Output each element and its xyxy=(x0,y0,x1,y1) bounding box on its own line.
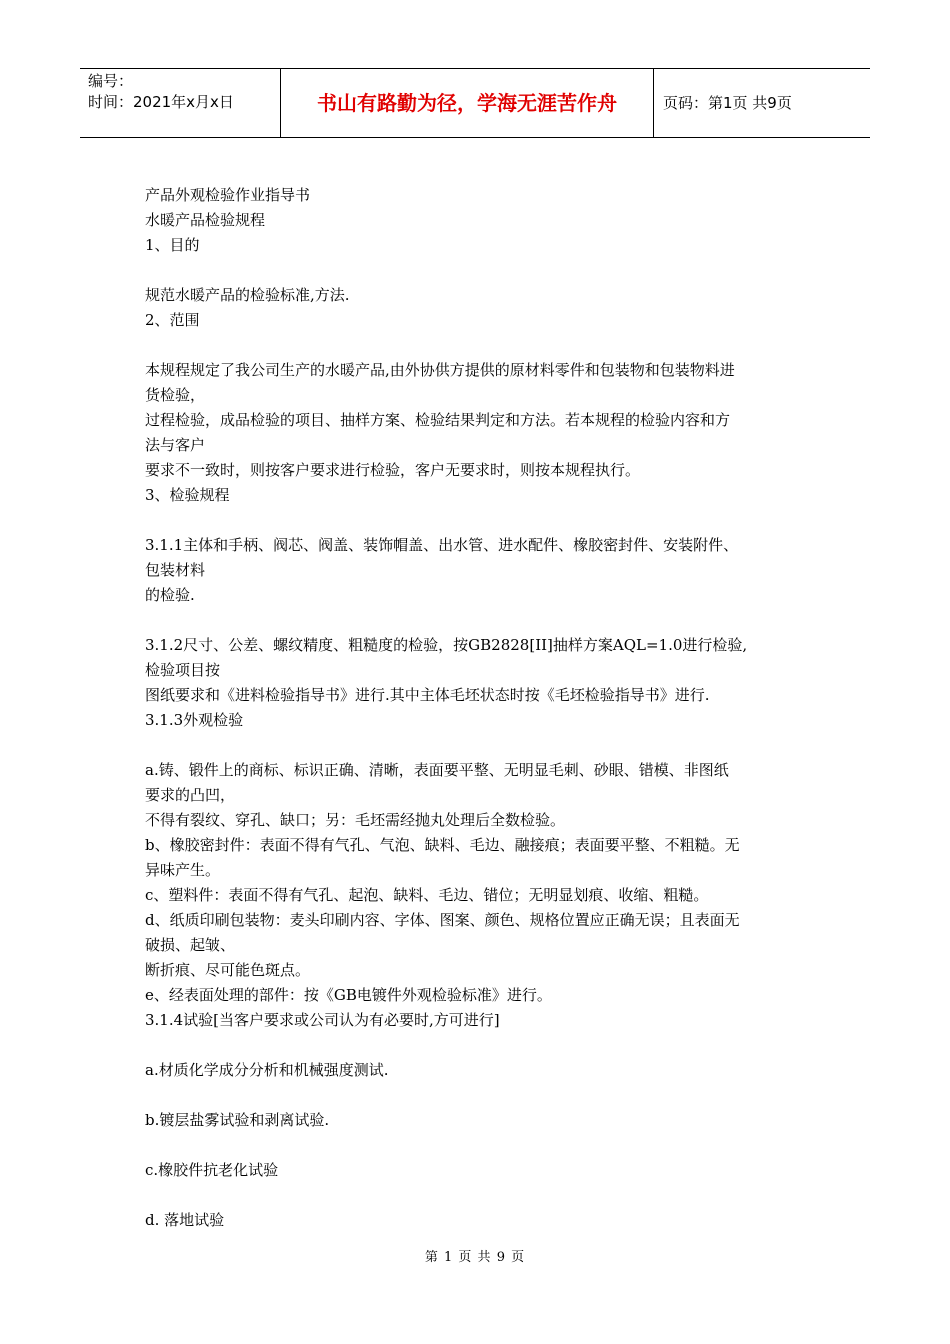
list-item: d、纸质印刷包装物：麦头印刷内容、字体、图案、颜色、规格位置应正确无误；且表面无 xyxy=(145,911,740,929)
document-header xyxy=(80,68,870,138)
document-body xyxy=(145,183,810,1233)
paragraph-line: 3.1.1主体和手柄、阀芯、阀盖、装饰帽盖、出水管、进水配件、橡胶密封件、安装附件、 xyxy=(145,536,739,554)
list-item: d. 落地试验 xyxy=(145,1211,225,1229)
list-item: c.橡胶件抗老化试验 xyxy=(145,1161,279,1179)
list-item: 不得有裂纹、穿孔、缺口；另：毛坯需经抛丸处理后全数检验。 xyxy=(145,811,566,829)
paragraph-line: 过程检验，成品检验的项目、抽样方案、检验结果判定和方法。若本规程的检验内容和方 xyxy=(145,411,731,429)
paragraph-line: 检验项目按 xyxy=(145,661,221,679)
header-meta xyxy=(80,69,281,137)
doc-subtitle: 水暖产品检验规程 xyxy=(145,211,266,229)
paragraph-line: 规范水暖产品的检验标准,方法. xyxy=(145,286,350,304)
section-heading-purpose: 1、目的 xyxy=(145,236,200,254)
subsection-heading: 3.1.3外观检验 xyxy=(145,711,244,729)
list-item: 异味产生。 xyxy=(145,861,221,879)
list-item: c、塑料件：表面不得有气孔、起泡、缺料、毛边、错位；无明显划痕、收缩、粗糙。 xyxy=(145,886,709,904)
section-heading-procedure: 3、检验规程 xyxy=(145,486,230,504)
list-item: a.材质化学成分分析和机械强度测试. xyxy=(145,1061,389,1079)
header-motto: 书山有路勤为径，学海无涯苦作舟 xyxy=(281,69,654,137)
subsection-heading: 3.1.4试验[当客户要求或公司认为有必要时,方可进行] xyxy=(145,1011,500,1029)
paragraph-line: 图纸要求和《进料检验指导书》进行.其中主体毛坯状态时按《毛坯检验指导书》进行. xyxy=(145,686,710,704)
list-item: b、橡胶密封件：表面不得有气孔、气泡、缺料、毛边、融接痕；表面要平整、不粗糙。无 xyxy=(145,836,740,854)
paragraph-line: 要求不一致时，则按客户要求进行检验，客户无要求时，则按本规程执行。 xyxy=(145,461,641,479)
time-label: 时间：2021年x月x日 xyxy=(88,93,234,111)
number-label: 编号： xyxy=(88,72,134,90)
header-page-label: 页码：第1页 共9页 xyxy=(663,94,792,112)
paragraph-line: 的检验. xyxy=(145,586,195,604)
list-item: 要求的凸凹， xyxy=(145,786,236,804)
doc-title: 产品外观检验作业指导书 xyxy=(145,186,311,204)
paragraph-line: 包装材料 xyxy=(145,561,206,579)
paragraph-line: 法与客户 xyxy=(145,436,206,454)
paragraph-line: 货检验， xyxy=(145,386,206,404)
list-item: a.铸、锻件上的商标、标识正确、清晰，表面要平整、无明显毛刺、砂眼、错模、非图纸 xyxy=(145,761,729,779)
paragraph-line: 3.1.2尺寸、公差、螺纹精度、粗糙度的检验，按GB2828[II]抽样方案AQL=1.0进行检验, xyxy=(145,636,748,654)
paragraph-line: 本规程规定了我公司生产的水暖产品,由外协供方提供的原材料零件和包装物和包装物料进 xyxy=(145,361,735,379)
list-item: e、经表面处理的部件：按《GB电镀件外观检验标准》进行。 xyxy=(145,986,552,1004)
page-footer: 第 1 页 共 9 页 xyxy=(424,1250,526,1265)
list-item: 破损、起皱、 xyxy=(145,936,236,954)
section-heading-scope: 2、范围 xyxy=(145,311,200,329)
list-item: 断折痕、尽可能色斑点。 xyxy=(145,961,311,979)
list-item: b.镀层盐雾试验和剥离试验. xyxy=(145,1111,330,1129)
